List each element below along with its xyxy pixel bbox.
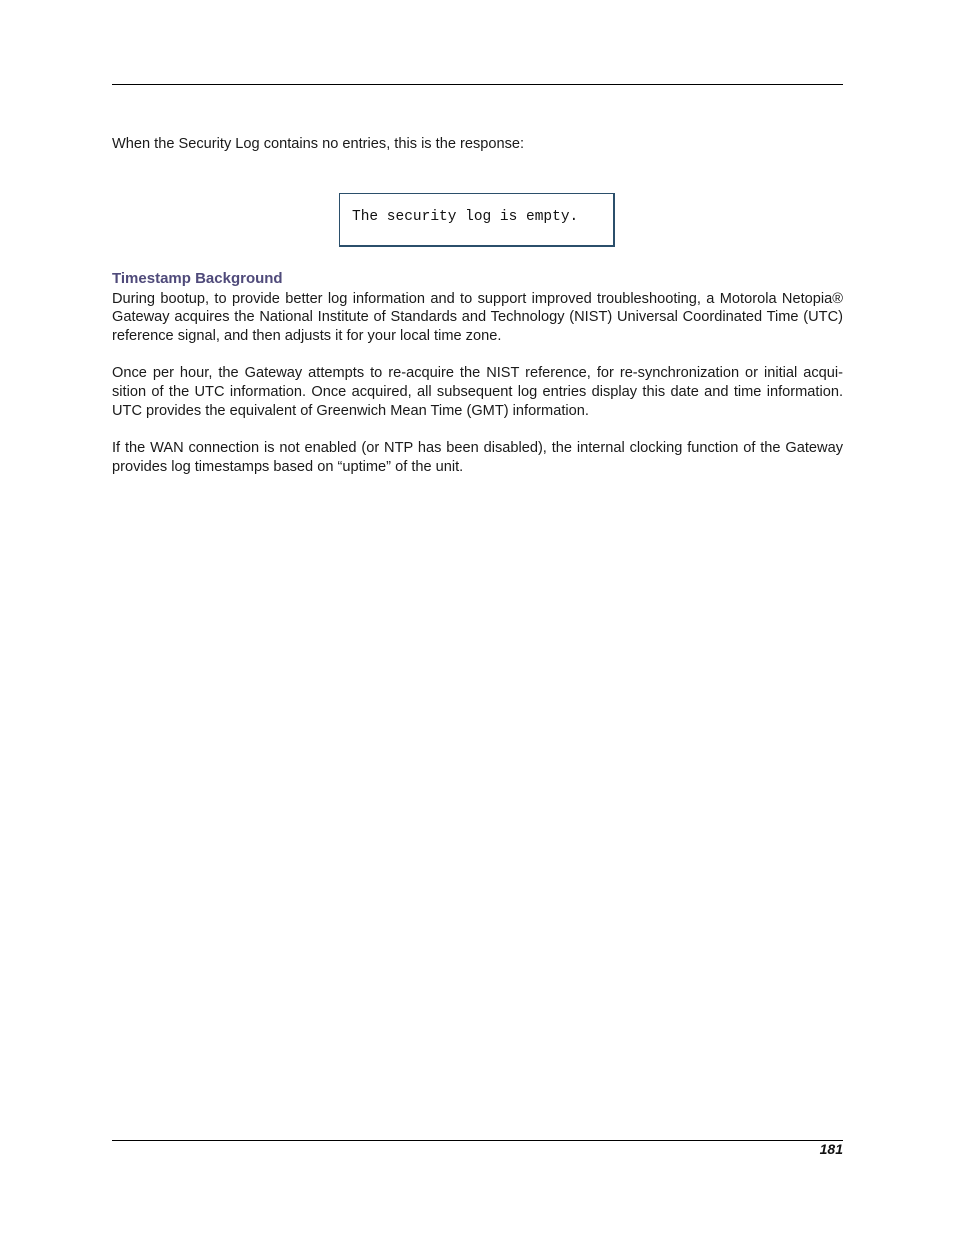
footer-rule bbox=[112, 1140, 843, 1141]
intro-text: When the Security Log contains no entries, this is the response: bbox=[112, 136, 525, 152]
page-content bbox=[112, 135, 843, 476]
code-example-text: The security log is empty. bbox=[352, 208, 579, 225]
paragraph-hourly-sync: Once per hour, the Gateway attempts to re-acquire the NIST reference, for re-synchronization or initial acquisition of the UTC information. Once acquired, all subsequent log entries display this date and time information. UTC provides the equivalent of Greenwich Mean Time (GMT) information. bbox=[112, 365, 843, 419]
page-number: 181 bbox=[819, 1141, 843, 1157]
paragraph-bootup: During bootup, to provide better log information and to support improved troubleshooting, a Motorola Netopia® Gateway acquires the National Institute of Standards and Technology (NIST) Universal Coordinated Time (UTC) reference signal, and then adjusts it for your local time zone. bbox=[112, 290, 843, 344]
header-rule bbox=[112, 84, 843, 85]
paragraph-wan-uptime: If the WAN connection is not enabled (or NTP has been disabled), the internal clocking function of the Gateway provides log timestamps based on “uptime” of the unit. bbox=[112, 440, 843, 475]
code-example-box bbox=[339, 193, 615, 247]
section-heading: Timestamp Background bbox=[112, 269, 283, 287]
